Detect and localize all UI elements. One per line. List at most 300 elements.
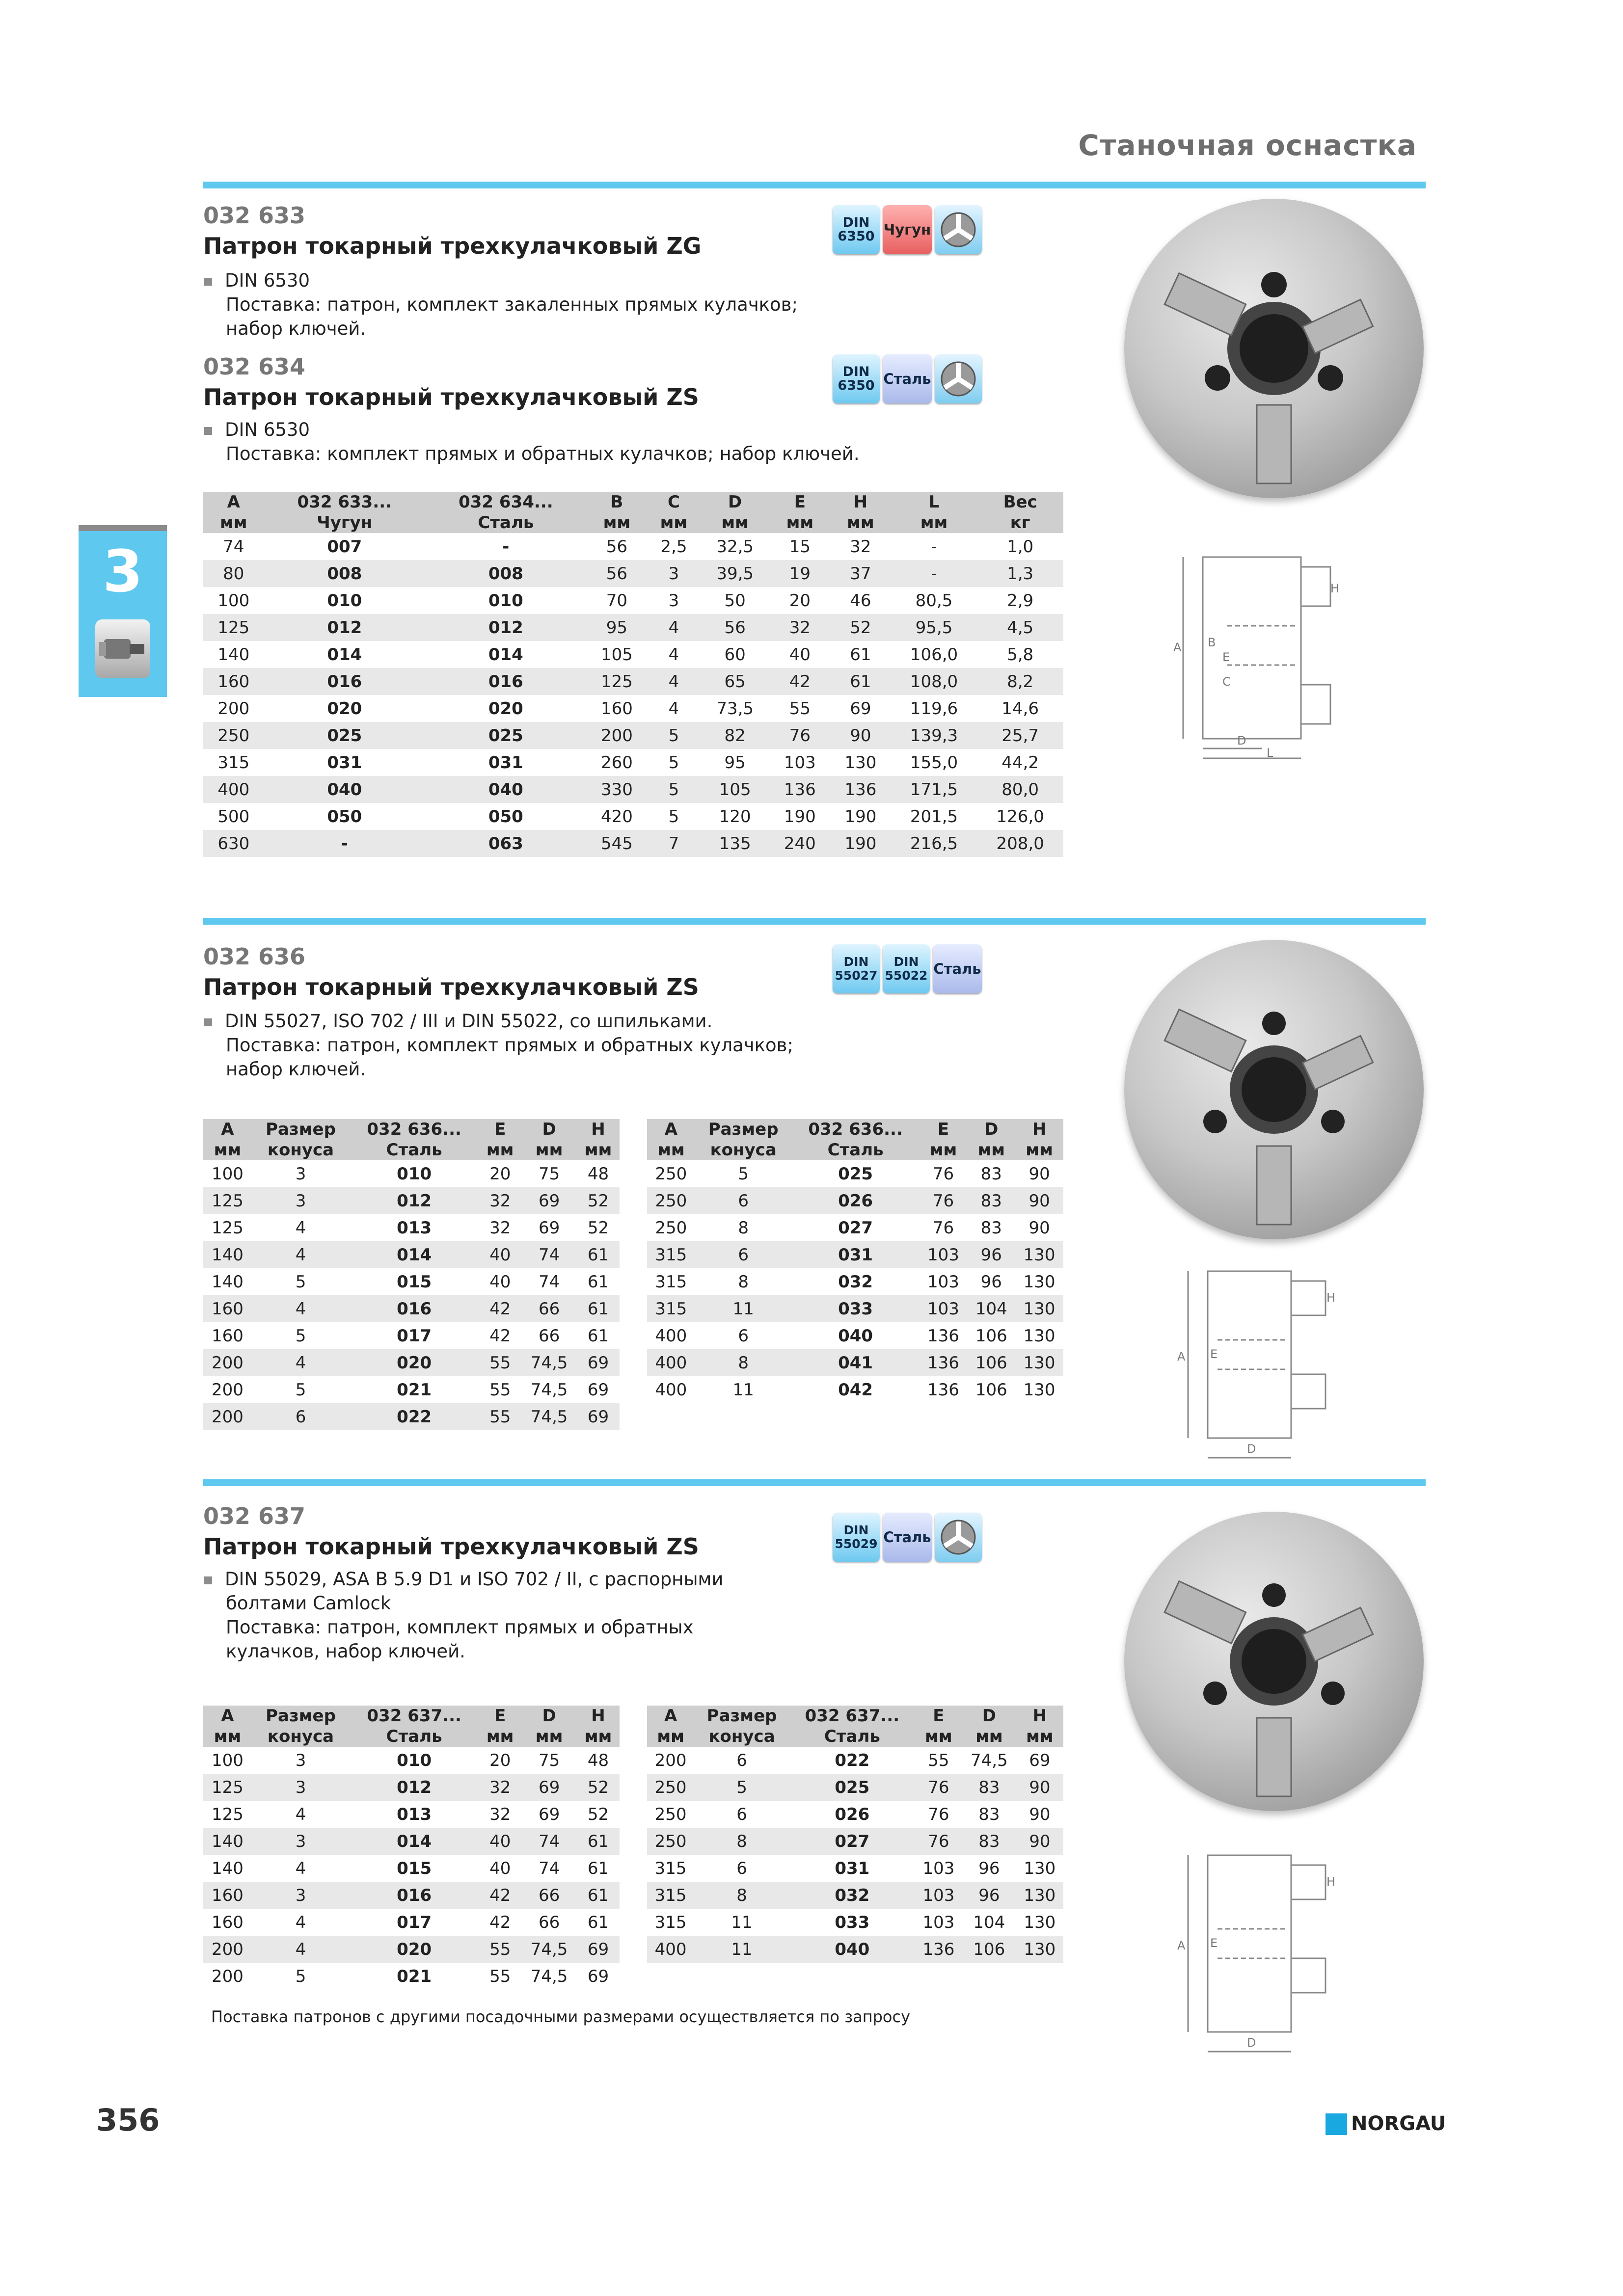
table-row [203,668,1063,695]
table-cell: 90 [1016,1828,1063,1855]
table-row [203,1403,620,1430]
table-cell: 5 [295,1272,306,1292]
table-cell: 6 [252,1403,350,1430]
table-cell: 32 [479,1774,521,1801]
table-row [203,1187,620,1214]
table-cell: 61 [577,1882,620,1909]
table-header [203,492,1063,533]
table-cell: 160 [600,698,633,719]
table-cell: 60 [724,644,746,665]
column-header: мм [577,1726,620,1747]
table-cell: 016 [350,1295,479,1322]
table-cell: 90 [1028,1164,1050,1184]
table-cell: 11 [731,1912,753,1932]
header-row [203,512,1063,533]
table-cell: 61 [830,668,891,695]
product-title: Патрон токарный трехкулачковый ZS [203,1533,699,1560]
table-cell: 190 [830,830,891,857]
table-cell: 32 [479,1187,521,1214]
product-title: Патрон токарный трехкулачковый ZS [203,974,699,1000]
table-row [203,1882,620,1909]
column-header: мм [1015,1140,1063,1160]
dimension-drawing [1173,1261,1340,1468]
column-header: E [770,492,831,512]
table-cell: 103 [920,1295,968,1322]
table-row [203,587,1063,614]
column-header: 032 634... [425,492,587,512]
column-header: E [915,1706,962,1726]
table-cell: 125 [212,1804,243,1824]
table-cell: 250 [647,1828,694,1855]
column-header: мм [203,1726,252,1747]
header-row [203,1119,620,1140]
table-cell: 76 [928,1804,949,1824]
table-cell: 020 [488,698,523,719]
table-cell: 20 [489,1164,511,1184]
table-row [203,1376,620,1403]
drawing-label-h: H [1326,1875,1336,1889]
table-cell: 021 [397,1380,432,1400]
table-cell: 74 [538,1858,560,1878]
column-header: Чугун [264,512,426,533]
table-cell: 160 [212,1326,243,1346]
table-cell: 106,0 [910,644,958,665]
column-header: D [701,492,770,512]
table-cell: 103 [927,1272,959,1292]
table-row [647,1774,1063,1801]
table-cell: 106 [975,1380,1007,1400]
table-cell: 74,5 [971,1750,1008,1770]
tool-holder-icon [95,619,150,678]
table-cell: 19 [770,560,831,587]
column-header: мм [479,1140,521,1160]
table-cell: 11 [694,1936,789,1963]
table-row [647,1936,1063,1963]
table-cell: 106 [967,1349,1015,1376]
table-cell: 3 [647,560,701,587]
table-cell: 026 [835,1804,870,1824]
column-header: L [891,492,977,512]
table-row [203,1801,620,1828]
table-cell: 52 [587,1218,609,1238]
table-cell: 70 [606,590,628,611]
table-row [203,803,1063,830]
bullet-icon [204,427,212,435]
table-cell: 40 [489,1858,511,1878]
table-cell: 040 [789,1936,915,1963]
table-cell: 400 [647,1349,695,1376]
table-cell: 042 [838,1380,873,1400]
table-cell: 103 [915,1882,962,1909]
table-cell: 014 [350,1828,479,1855]
column-header: Сталь [789,1726,915,1747]
table-cell: 027 [789,1828,915,1855]
table-cell: 012 [350,1774,479,1801]
table-cell: 012 [350,1187,479,1214]
table-cell: 125 [212,1218,243,1238]
table-cell: 56 [606,536,628,557]
table-row [203,1774,620,1801]
table-cell: - [891,560,977,587]
column-header: мм [577,1140,620,1160]
drawing-label-a: A [1173,641,1182,654]
table-cell: 7 [647,830,701,857]
table-row [203,614,1063,641]
din-badge: DIN 55027 [833,944,880,993]
column-header: D [962,1706,1016,1726]
column-header: конуса [252,1726,350,1747]
table-row [647,1322,1063,1349]
table-cell: 260 [600,752,633,773]
table-cell: 69 [538,1804,560,1824]
spec-table-032-637-left [203,1706,620,1990]
column-header: 032 637... [350,1706,479,1726]
header-row [203,1140,620,1160]
table-row [647,1828,1063,1855]
table-cell: 012 [264,614,426,641]
table-cell: 90 [1015,1187,1063,1214]
table-cell: 5 [295,1380,306,1400]
table-cell: 021 [397,1966,432,1986]
header-row [647,1119,1063,1140]
drawing-label-d: D [1237,734,1246,748]
column-header: конуса [252,1140,350,1160]
column-header: кг [977,512,1063,533]
table-row [647,1187,1063,1214]
table-cell: 69 [850,698,871,719]
column-header: A [203,492,264,512]
column-header: A [647,1119,695,1140]
column-header: A [647,1706,694,1726]
table-cell: 5 [295,1326,306,1346]
table-cell: 250 [655,1164,687,1184]
column-header: Сталь [425,512,587,533]
column-header: мм [962,1726,1016,1747]
table-cell: 5 [738,1164,749,1184]
column-header: E [920,1119,968,1140]
table-cell: 55 [789,698,811,719]
spec-line [204,418,310,442]
column-header: 032 636... [792,1119,920,1140]
table-cell: 37 [830,560,891,587]
table-cell: 016 [264,668,426,695]
table-cell: 031 [327,752,362,773]
table-cell: 20 [789,590,811,611]
table-cell: 041 [792,1349,920,1376]
table-cell: 250 [647,1187,695,1214]
table-cell: 74 [521,1828,577,1855]
table-cell: 010 [397,1164,432,1184]
table-cell: 4 [252,1241,350,1268]
table-cell: 315 [654,1912,687,1932]
table-cell: 5 [668,806,679,827]
bullet-icon [204,1018,212,1026]
table-cell: 6 [736,1750,747,1770]
chuck-photo [1124,1512,1424,1811]
table-cell: 136 [830,776,891,803]
table-cell: 96 [978,1858,1000,1878]
table-cell: 106 [975,1326,1007,1346]
table-cell: 104 [973,1912,1005,1932]
table-cell: 200 [203,1403,252,1430]
table-cell: 190 [844,806,877,827]
table-cell: 90 [1028,1218,1050,1238]
table-row [647,1214,1063,1241]
dimension-drawing [1173,1845,1340,2061]
column-header: H [1016,1706,1063,1726]
table-cell: 69 [1029,1750,1051,1770]
table-cell: 100 [217,590,250,611]
table-cell: 200 [212,1380,243,1400]
table-cell: 76 [932,1164,954,1184]
spec-line [204,1568,724,1591]
table-cell: 3 [295,1750,306,1770]
table-row [203,1241,620,1268]
table-cell: 105 [600,644,633,665]
column-header: мм [915,1726,962,1747]
table-cell: 020 [350,1936,479,1963]
table-cell: 130 [1023,1380,1055,1400]
table-row [203,1909,620,1936]
drawing-label-h: H [1326,1291,1336,1305]
table-cell: 040 [264,776,426,803]
table-cell: 033 [835,1912,870,1932]
section-divider [203,918,1426,925]
table-cell: 76 [920,1187,968,1214]
table-cell: 013 [397,1218,432,1238]
table-cell: 050 [327,806,362,827]
table-cell: 630 [203,830,264,857]
spec-table-032-637-right [647,1706,1063,1963]
table-cell: 5,8 [1007,644,1034,665]
footnote: Поставка патронов с другими посадочными размерами осуществляется по запросу [211,2007,911,2026]
chuck-photo [1124,940,1424,1239]
drawing-label-c: C [1222,675,1231,689]
table-cell: 3 [668,590,679,611]
product-code: 032 633 [203,202,306,229]
table-cell: 3 [252,1774,350,1801]
table-cell: 74,5 [530,1966,568,1986]
table-cell: 010 [397,1750,432,1770]
table-cell: 83 [978,1804,1000,1824]
table-cell: 4 [252,1295,350,1322]
table-cell: 106 [962,1936,1016,1963]
table-header [647,1119,1063,1160]
chuck-photo [1124,199,1424,498]
delivery-line: Поставка: комплект прямых и обратных кулачков; набор ключей. [226,443,860,464]
table-cell: 4 [647,614,701,641]
table-row [203,641,1063,668]
table-row [203,830,1063,857]
brand-name: NORGAU [1351,2112,1446,2135]
table-row [647,1349,1063,1376]
table-cell: 80,5 [915,590,953,611]
table-cell: 160 [203,1295,252,1322]
column-header: 032 633... [264,492,426,512]
table-cell: 83 [962,1828,1016,1855]
table-cell: 050 [488,806,523,827]
table-cell: 55 [928,1750,949,1770]
table-cell: 108,0 [891,668,977,695]
table-cell: 027 [838,1218,873,1238]
table-cell: 020 [350,1349,479,1376]
table-cell: 83 [962,1774,1016,1801]
table-cell: 42 [770,668,831,695]
table-cell: 014 [327,644,362,665]
drawing-label-d: D [1247,2036,1256,2050]
table-cell: 103 [922,1858,955,1878]
table-cell: 8 [694,1828,789,1855]
table-cell: 200 [217,698,250,719]
table-cell: 140 [203,1828,252,1855]
table-row [647,1376,1063,1403]
table-cell: 55 [479,1936,521,1963]
column-header: конуса [694,1726,789,1747]
table-header [203,1119,620,1160]
table-row [647,1295,1063,1322]
table-cell: 025 [838,1164,873,1184]
product-code: 032 636 [203,943,306,970]
table-cell: 200 [212,1966,243,1986]
table-row [203,560,1063,587]
delivery-line: Поставка: патрон, комплект прямых и обратных кулачков; [226,1035,793,1056]
table-cell: 76 [770,722,831,749]
table-cell: 315 [647,1241,695,1268]
column-header: Размер [694,1706,789,1726]
table-row [203,722,1063,749]
table-cell: 95 [724,752,746,773]
table-cell: 4 [647,668,701,695]
column-header: Размер [252,1119,350,1140]
table-cell: 008 [425,560,587,587]
table-cell: 65 [701,668,770,695]
table-cell: 400 [203,776,264,803]
table-cell: 130 [1023,1326,1055,1346]
din-badge: DIN 6350 [833,205,880,254]
table-cell: 6 [695,1187,792,1214]
brand-logo-icon [1325,2113,1347,2135]
column-header: A [203,1706,252,1726]
table-cell: 61 [587,1912,609,1932]
table-cell: 136 [770,776,831,803]
table-cell: 96 [980,1272,1002,1292]
table-cell: 315 [655,1272,687,1292]
din-badge: DIN 55022 [883,944,930,993]
dimension-drawing [1168,552,1345,778]
product-code: 032 634 [203,353,306,380]
delivery-line: Поставка: патрон, комплект прямых и обратных [226,1617,694,1638]
table-cell: 1,3 [977,560,1063,587]
table-cell: 033 [792,1295,920,1322]
spec-table-032-633-634 [203,492,1063,857]
product-title: Патрон токарный трехкулачковый ZS [203,384,699,410]
table-cell: 75 [538,1164,560,1184]
column-header: мм [521,1140,577,1160]
table-cell: 5 [647,722,701,749]
table-row [203,1936,620,1963]
column-header: мм [967,1140,1015,1160]
table-row [203,749,1063,776]
table-cell: 80,0 [977,776,1063,803]
header-row [647,1726,1063,1747]
table-cell: 010 [327,590,362,611]
table-cell: 76 [915,1774,962,1801]
table-cell: 130 [1015,1349,1063,1376]
table-cell: 500 [217,806,250,827]
drawing-label-h: H [1330,582,1340,595]
table-body [647,1160,1063,1403]
column-header: Размер [252,1706,350,1726]
table-cell: 4 [668,644,679,665]
table-cell: 103 [920,1241,968,1268]
table-cell: 063 [425,830,587,857]
table-cell: 136 [915,1936,962,1963]
table-cell: 74 [521,1241,577,1268]
table-cell: 5 [694,1774,789,1801]
column-header: мм [521,1726,577,1747]
table-body [203,1160,620,1430]
column-header: мм [203,1140,252,1160]
table-cell: 160 [203,1882,252,1909]
table-cell: 73,5 [716,698,754,719]
table-cell: 040 [838,1326,873,1346]
drawing-label-l: L [1267,746,1273,760]
table-cell: 125 [203,1187,252,1214]
table-cell: 42 [489,1326,511,1346]
column-header: B [587,492,648,512]
column-header: Сталь [350,1726,479,1747]
table-cell: 4 [295,1804,306,1824]
table-row [203,1322,620,1349]
table-cell: 136 [927,1326,959,1346]
table-cell: 032 [789,1882,915,1909]
table-body [203,533,1063,857]
table-cell: 55 [479,1349,521,1376]
table-cell: - [502,536,510,557]
table-cell: 74 [538,1272,560,1292]
column-header: Размер [695,1119,792,1140]
table-cell: 240 [770,830,831,857]
table-cell: 250 [647,1774,694,1801]
table-row [203,695,1063,722]
table-cell: 66 [538,1326,560,1346]
table-cell: 4 [252,1349,350,1376]
table-cell: 025 [264,722,426,749]
table-row [647,1855,1063,1882]
table-cell: 545 [587,830,648,857]
table-row [203,1295,620,1322]
table-cell: 52 [830,614,891,641]
table-cell: 315 [654,1858,687,1878]
column-header: мм [647,1726,694,1747]
drawing-label-a: A [1177,1350,1186,1363]
table-cell: 216,5 [891,830,977,857]
table-cell: 3 [252,1187,350,1214]
table-cell: - [931,536,937,557]
header-row [203,1726,620,1747]
column-header: Сталь [792,1140,920,1160]
table-cell: 014 [488,644,523,665]
badge-group [833,354,982,403]
table-cell: 400 [655,1326,687,1346]
table-cell: 2,5 [660,536,687,557]
delivery-line: набор ключей. [226,318,366,339]
table-cell: 61 [850,644,871,665]
table-cell: 135 [701,830,770,857]
table-row [647,1801,1063,1828]
table-cell: 32 [489,1804,511,1824]
column-header: H [577,1706,620,1726]
